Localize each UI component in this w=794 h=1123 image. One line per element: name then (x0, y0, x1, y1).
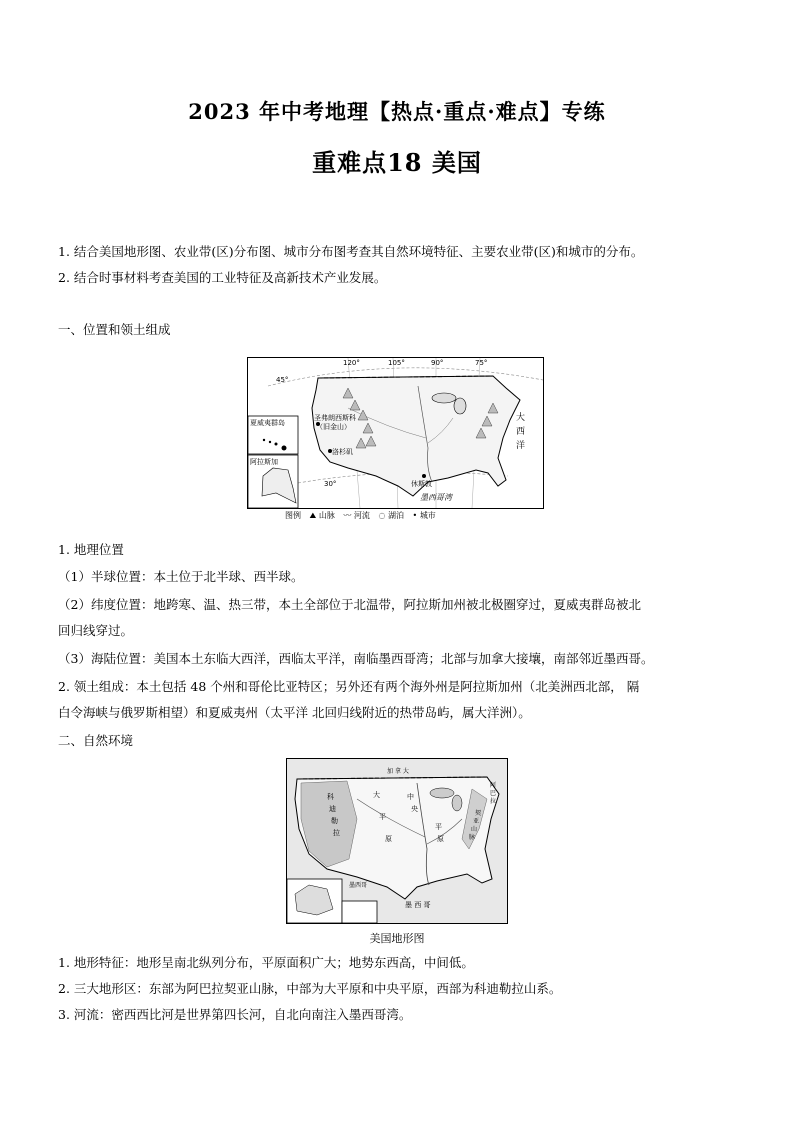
mountain-icon: ⛰ (309, 511, 317, 520)
us-location-map-drawing (248, 358, 543, 508)
map-caption: 美国地形图 (369, 932, 425, 945)
label-central-plain-3: 平 (435, 823, 442, 831)
label-appalachian-3: 拉 (490, 798, 497, 805)
label-mexico: 墨西哥 (349, 882, 368, 889)
latitude-label-30: 30° (324, 480, 337, 488)
lake-icon: ◌ (378, 511, 386, 520)
location-line-4: （3）海陆位置：美国本土东临大西洋，西临太平洋，南临墨西哥湾；北部与加拿大接壤，南部邻近墨西哥。 (58, 651, 654, 666)
city-label-houston: 休斯敦 (411, 480, 432, 488)
longitude-label-75: 75° (475, 359, 488, 367)
label-cordillera-4: 拉 (333, 829, 340, 837)
us-terrain-map (286, 758, 508, 924)
longitude-label-90: 90° (431, 359, 444, 367)
label-canada: 加 拿 大 (387, 768, 409, 775)
legend-river: 河流 (353, 511, 370, 520)
label-appalachian-1: 阿 (490, 782, 497, 789)
section-heading-location: 一、位置和领土组成 (58, 322, 171, 337)
us-location-map (247, 357, 544, 509)
label-gulf-of-mexico: 墨西哥湾 (420, 493, 452, 502)
label-great-plains-1: 大 (373, 791, 380, 799)
inset-label-alaska: 阿拉斯加 (250, 458, 278, 466)
label-atlantic-2: 西 (516, 427, 526, 437)
label-cordillera-3: 勒 (331, 817, 338, 825)
label-appalachian-5: 亚 (473, 818, 480, 825)
environment-line-1: 1. 地形特征：地形呈南北纵列分布，平原面积广大；地势东西高，中间低。 (58, 955, 474, 970)
subheading-location: 1. 地理位置 (58, 542, 124, 557)
legend-lake: 湖泊 (388, 511, 404, 520)
label-central-plain-4: 原 (437, 835, 444, 843)
city-label-san-francisco-alt: （旧金山） (316, 423, 351, 431)
label-central-plain-2: 央 (411, 805, 418, 813)
label-great-plains-3: 原 (385, 835, 392, 843)
us-terrain-map-drawing (287, 759, 507, 923)
map-legend (285, 510, 436, 521)
label-great-plains-2: 平 (379, 813, 386, 821)
location-line-1: （1）半球位置：本土位于北半球、西半球。 (58, 569, 304, 584)
legend-label: 图例 (285, 511, 301, 520)
inset-label-hawaii: 夏威夷群岛 (250, 419, 285, 427)
environment-line-3: 3. 河流：密西西比河是世界第四长河，自北向南注入墨西哥湾。 (58, 1007, 412, 1022)
section-heading-environment: 二、自然环境 (58, 733, 134, 748)
longitude-label-120: 120° (343, 359, 360, 367)
document-subtitle: 重难点18 美国 (312, 148, 482, 177)
longitude-label-105: 105° (388, 359, 405, 367)
city-dot-icon: • (412, 511, 418, 520)
city-label-san-francisco: 圣弗朗西斯科 (314, 414, 356, 422)
territory-line-2: 白令海峡与俄罗斯相望）和夏威夷州（太平洋 北回归线附近的热带岛屿，属大洋洲）。 (58, 705, 531, 720)
label-central-plain-1: 中 (407, 793, 414, 801)
label-atlantic-3: 洋 (516, 441, 526, 451)
legend-mountain: 山脉 (318, 511, 335, 520)
label-cordillera-1: 科 (327, 793, 334, 801)
label-appalachian-4: 契 (475, 810, 482, 817)
river-icon: 〰 (343, 511, 352, 520)
environment-line-2: 2. 三大地形区：东部为阿巴拉契亚山脉，中部为大平原和中央平原，西部为科迪勒拉山系。 (58, 981, 562, 996)
latitude-label-45: 45° (276, 376, 289, 384)
territory-line-1: 2. 领土组成：本土包括 48 个州和哥伦比亚特区；另外还有两个海外州是阿拉斯加州（北美洲西北部， 隔 (58, 679, 640, 694)
document-title: 2023 年中考地理【热点·重点·难点】专练 (188, 99, 606, 124)
location-line-3: 回归线穿过。 (58, 623, 134, 638)
location-line-2: （2）纬度位置：地跨寒、温、热三带，本土全部位于北温带，阿拉斯加州被北极圈穿过，夏威夷群岛被北 (58, 597, 641, 612)
label-appalachian-2: 巴 (490, 790, 497, 797)
label-atlantic-1: 大 (516, 413, 526, 423)
label-gulf: 墨 西 哥 (405, 901, 431, 909)
objective-1: 1. 结合美国地形图、农业带(区)分布图、城市分布图考查其自然环境特征、主要农业带(区)和城市的分布。 (58, 244, 644, 259)
objective-2: 2. 结合时事材料考查美国的工业特征及高新技术产业发展。 (58, 270, 387, 285)
city-label-los-angeles: 洛杉矶 (332, 448, 353, 456)
label-cordillera-2: 迪 (329, 805, 336, 813)
legend-city: 城市 (419, 511, 436, 520)
label-appalachian-7: 脉 (469, 834, 476, 841)
label-appalachian-6: 山 (471, 826, 478, 833)
